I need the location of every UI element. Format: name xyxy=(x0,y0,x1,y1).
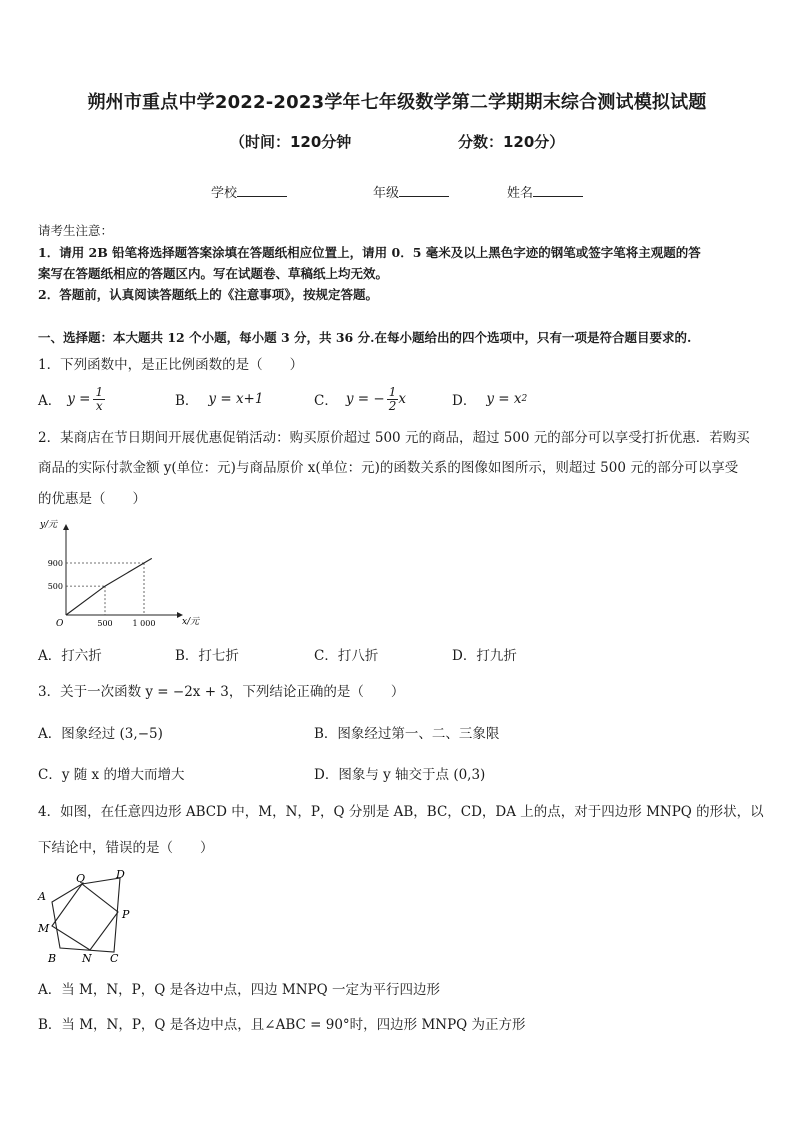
name-label: 姓名 xyxy=(507,186,534,201)
q1-c-var: x xyxy=(398,391,406,407)
y-tick-900: 900 xyxy=(47,559,63,568)
q4-option-a[interactable]: A．当 M，N，P，Q 是各边中点，四边 MNPQ 一定为平行四边形 xyxy=(38,982,440,998)
q2-option-b[interactable]: B．打七折 xyxy=(175,648,239,664)
q1-c-fraction: $\frac{1}{2}$ xyxy=(388,384,397,413)
label-c: C xyxy=(110,952,119,965)
q1-d-expr: y = x xyxy=(486,391,522,407)
grade-field[interactable] xyxy=(373,182,449,201)
label-n: N xyxy=(82,952,92,965)
y-tick-500: 500 xyxy=(47,582,63,592)
notice-item2: 2．答题前，认真阅读答题纸上的《注意事项》，按规定答题。 xyxy=(38,287,378,302)
q1-a-label: A． xyxy=(38,393,62,409)
q3-stem: 3．关于一次函数 y = −2x + 3，下列结论正确的是（ ） xyxy=(38,684,405,700)
section-heading: 一、选择题：本大题共 12 个小题，每小题 3 分，共 36 分.在每小题给出的四个选项中，只有一项是符合题目要求的. xyxy=(38,330,692,345)
q2-line1: 2．某商店在节日期间开展优惠促销活动：购买原价超过 500 元的商品，超过 500 元的部分可以享受打折优惠．若购买 xyxy=(38,430,750,446)
q3-option-b[interactable]: B．图象经过第一、二、三象限 xyxy=(314,726,500,742)
q1-b-label: B． xyxy=(175,393,199,409)
notice-item1-line1: 1．请用 2B 铅笔将选择题答案涂填在答题纸相应位置上，请用 0．5 毫米及以上黑色字迹的钢笔或签字笔将主观题的答 xyxy=(38,245,701,260)
q3-option-c[interactable]: C．y 随 x 的增大而增大 xyxy=(38,767,185,783)
q2-line2: 商品的实际付款金额 y(单位：元)与商品原价 x(单位：元)的函数关系的图像如图所示，则超过 500 元的部分可以享受 xyxy=(38,460,739,476)
q1-stem: 1．下列函数中，是正比例函数的是（ ） xyxy=(38,357,304,373)
q1-c-lhs: y = − xyxy=(345,391,385,407)
q1-d-label: D． xyxy=(452,393,477,409)
origin-label: O xyxy=(56,619,64,629)
x-axis-label: x/元 xyxy=(182,617,200,627)
q1-d-exponent: 2 xyxy=(521,394,528,404)
q2-option-c[interactable]: C．打八折 xyxy=(314,648,379,664)
q1-c-label: C． xyxy=(314,393,338,409)
q4-line1: 4．如图，在任意四边形 ABCD 中，M，N，P，Q 分别是 AB，BC，CD，DA 上的点，对于四边形 MNPQ 的形状，以 xyxy=(38,804,764,820)
q3-option-d[interactable]: D．图象与 y 轴交于点 (0,3) xyxy=(314,767,486,783)
grade-label: 年级 xyxy=(373,186,400,201)
q1-option-a[interactable] xyxy=(38,382,105,416)
q1-option-c[interactable] xyxy=(314,380,406,418)
q4-option-b[interactable]: B．当 M，N，P，Q 是各边中点，且∠ABC = 90°时，四边形 MNPQ 为正方形 xyxy=(38,1017,526,1033)
label-d: D xyxy=(116,868,125,881)
school-label: 学校 xyxy=(211,186,238,201)
q1-a-fraction: $\frac{1}{x}$ xyxy=(95,384,104,413)
label-m: M xyxy=(38,922,50,935)
q2-option-d[interactable]: D．打九折 xyxy=(452,648,517,664)
notice-item1-line2: 案写在答题纸相应的答题区内。写在试题卷、草稿纸上均无效。 xyxy=(38,266,389,281)
quadrilateral-mnpq xyxy=(52,884,118,950)
q1-option-d[interactable] xyxy=(452,382,527,416)
q1-a-lhs: y = xyxy=(67,391,91,407)
x-tick-500: 500 xyxy=(97,619,113,628)
name-blank[interactable] xyxy=(533,184,583,197)
quadrilateral-abcd xyxy=(52,878,120,952)
exam-score: 分数：120分） xyxy=(458,133,565,151)
notice-heading: 请考生注意： xyxy=(38,223,114,238)
label-q: Q xyxy=(76,872,86,885)
school-field[interactable] xyxy=(211,182,287,201)
school-blank[interactable] xyxy=(237,184,287,197)
exam-time: （时间：120分钟 xyxy=(230,133,352,151)
y-axis-label: y/元 xyxy=(40,520,58,530)
series-line xyxy=(66,558,152,615)
name-field[interactable] xyxy=(507,182,583,201)
q1-option-b[interactable] xyxy=(175,382,263,416)
q2-graph xyxy=(36,515,206,633)
q3-option-a[interactable]: A．图象经过 (3,−5) xyxy=(38,726,163,742)
x-tick-1000: 1 000 xyxy=(132,619,156,628)
q2-option-a[interactable]: A．打六折 xyxy=(38,648,102,664)
label-p: P xyxy=(122,908,130,921)
q2-line3: 的优惠是（ ） xyxy=(38,491,146,507)
grade-blank[interactable] xyxy=(399,184,449,197)
q1-b-expr: y = x+1 xyxy=(208,391,264,407)
q4-quadrilateral-figure xyxy=(36,864,140,968)
exam-title: 朔州市重点中学2022-2023学年七年级数学第二学期期末综合测试模拟试题 xyxy=(87,92,707,113)
q4-line2: 下结论中，错误的是（ ） xyxy=(38,840,214,856)
label-a: A xyxy=(38,890,46,903)
label-b: B xyxy=(48,952,57,965)
